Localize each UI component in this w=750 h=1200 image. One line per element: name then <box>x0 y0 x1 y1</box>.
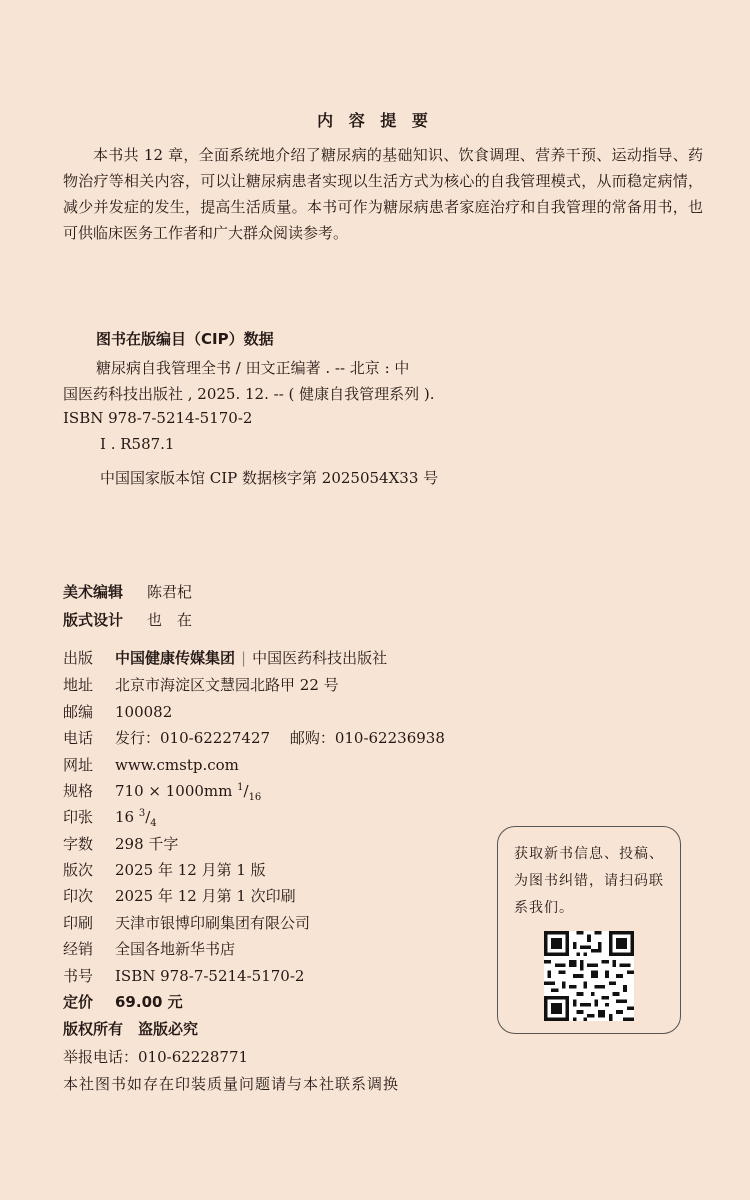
publisher-group: 中国健康传媒集团 <box>115 649 236 667</box>
credit-art-editor <box>63 581 192 602</box>
pub-value: 100082 <box>115 703 173 721</box>
pub-edition <box>63 859 266 880</box>
pub-phone <box>63 727 445 748</box>
credit-layout-design <box>63 609 192 630</box>
pub-value: 2025 年 12 月第 1 版 <box>115 861 266 879</box>
cip-isbn: ISBN 978-7-5214-5170-2 <box>63 409 253 427</box>
cip-line-1: 糖尿病自我管理全书 / 田文正编著 . -- 北京 : 中 <box>96 359 410 377</box>
credit-label: 美术编辑 <box>63 583 124 601</box>
pub-value: 710 × 1000mm <box>115 782 238 800</box>
credit-value: 陈君杞 <box>147 583 193 601</box>
copyright-notice: 版权所有 盗版必究 <box>63 1020 199 1038</box>
quality-notice: 本社图书如存在印装质量问题请与本社联系调换 <box>63 1075 400 1093</box>
pub-label: 经销 <box>63 940 94 958</box>
format-numerator: 1 <box>237 782 244 793</box>
sheets-numerator: 3 <box>138 808 146 819</box>
pub-label: 书号 <box>63 967 94 985</box>
qr-code-icon[interactable] <box>544 931 634 1021</box>
pub-label: 印张 <box>63 808 94 826</box>
pub-distributor <box>63 938 235 959</box>
pub-label: 地址 <box>63 676 94 694</box>
pub-value: 69.00 元 <box>115 993 183 1011</box>
credit-value: 也 在 <box>147 611 193 629</box>
separator: | <box>241 649 247 667</box>
pub-value: 北京市海淀区文慧园北路甲 22 号 <box>115 676 339 694</box>
pub-postcode <box>63 701 172 722</box>
report-phone: 举报电话：010-62228771 <box>63 1048 249 1066</box>
pub-label: 电话 <box>63 729 94 747</box>
pub-isbn <box>63 965 304 986</box>
credit-label: 版式设计 <box>63 611 124 629</box>
pub-value: 16 <box>115 808 139 826</box>
pub-value: 发行：010-62227427 邮购：010-62236938 <box>115 729 445 747</box>
pub-publisher <box>63 647 387 668</box>
pub-label: 印刷 <box>63 914 94 932</box>
pub-printing <box>63 885 296 906</box>
pub-format: 规格 710 × 1000mm $^1/_{16}$ <box>63 782 262 803</box>
pub-printer <box>63 912 310 933</box>
pub-value: 298 千字 <box>115 835 179 853</box>
pub-value: 全国各地新华书店 <box>115 940 236 958</box>
cip-classification: Ⅰ . R587.1 <box>100 435 175 453</box>
pub-value: 2025 年 12 月第 1 次印刷 <box>115 887 296 905</box>
summary-title: 内 容 提 要 <box>317 111 433 130</box>
summary-paragraph: 本书共 12 章，全面系统地介绍了糖尿病的基础知识、饮食调理、营养干预、运动指导、药物治疗等相关内容，可以让糖尿病患者实现以生活方式为核心的自我管理模式，从而稳定病情，减少并发症的发生，提高生活质量。本书可作为糖尿病患者家庭治疗和自我管理的常备用书，也可供临床医务工作者和广大群众阅读参考。 <box>63 146 703 242</box>
publisher-name: 中国医药科技出版社 <box>252 649 388 667</box>
cip-heading: 图书在版编目（CIP）数据 <box>96 330 274 348</box>
pub-value: www.cmstp.com <box>115 756 239 774</box>
sheets-denominator: 4 <box>150 818 157 829</box>
pub-label: 字数 <box>63 835 94 853</box>
pub-label: 邮编 <box>63 703 94 721</box>
cip-record-number: 中国国家版本馆 CIP 数据核字第 2025054X33 号 <box>100 469 439 487</box>
pub-label: 定价 <box>63 993 94 1011</box>
pub-address <box>63 674 339 695</box>
pub-value: 天津市银博印刷集团有限公司 <box>115 914 311 932</box>
pub-label: 版次 <box>63 861 94 879</box>
pub-value: ISBN 978-7-5214-5170-2 <box>115 967 305 985</box>
cip-line-2: 国医药科技出版社 , 2025. 12. -- ( 健康自我管理系列 ). <box>63 385 435 403</box>
pub-label: 印次 <box>63 887 94 905</box>
pub-word-count <box>63 833 178 854</box>
qr-box-text: 获取新书信息、投稿、为图书纠错，请扫码联系我们。 <box>514 846 664 916</box>
pub-label: 出版 <box>63 649 94 667</box>
qr-contact-box <box>497 826 681 1034</box>
format-denominator: 16 <box>248 792 262 803</box>
pub-sheets: 印张 16 $^3/_4$ <box>63 808 157 829</box>
pub-label: 网址 <box>63 756 94 774</box>
pub-website <box>63 754 239 775</box>
pub-label: 规格 <box>63 782 94 800</box>
pub-price <box>63 991 183 1012</box>
